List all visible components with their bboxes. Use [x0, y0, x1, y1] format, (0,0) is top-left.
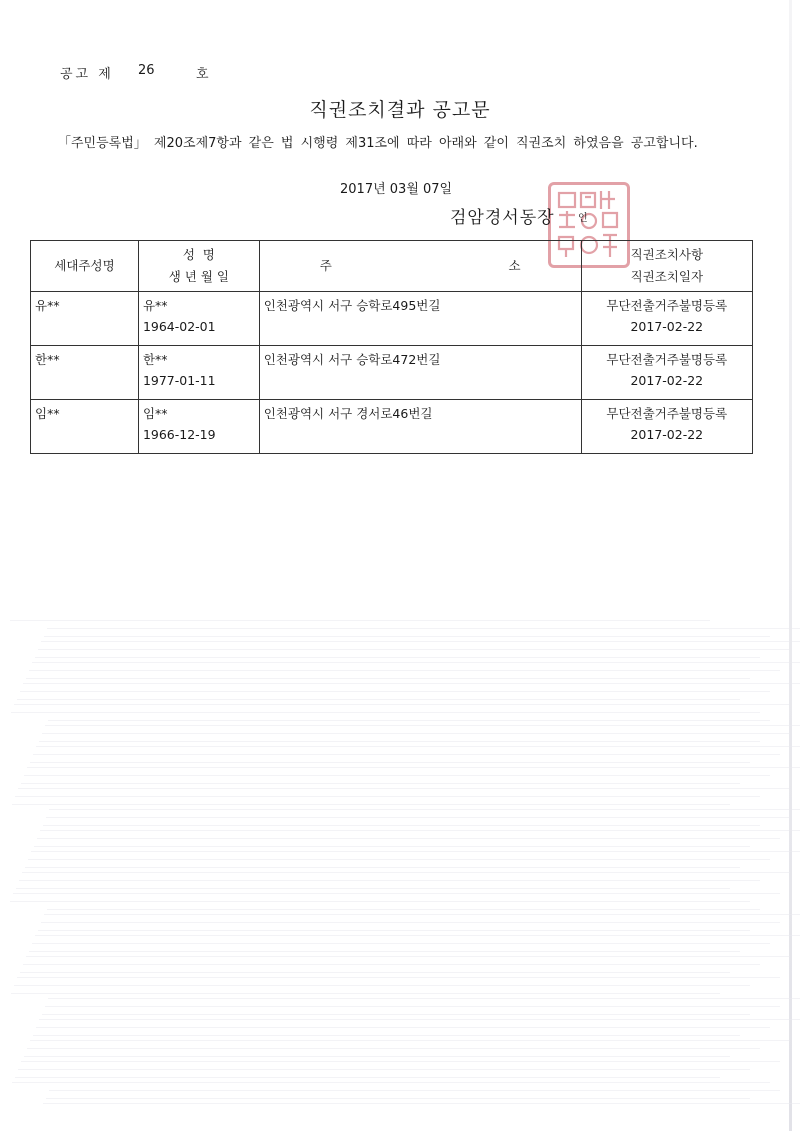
signer-name: 검암경서동장	[450, 208, 555, 228]
household-head: 유**	[35, 298, 60, 313]
scan-streak	[40, 830, 800, 831]
scan-streak	[22, 872, 790, 873]
scan-streak	[35, 657, 760, 658]
scan-streak	[38, 930, 750, 931]
scan-streak	[18, 1069, 750, 1070]
table-row	[31, 292, 753, 346]
notice-body: 「주민등록법」 제20조제7항과 같은 법 시행령 제31조에 따라 아래와 같이 직권조치 하였음을 공고합니다.	[58, 136, 698, 151]
action-date: 2017-02-22	[630, 319, 704, 334]
scan-streak	[12, 804, 730, 805]
address: 인천광역시 서구 경서로46번길	[263, 406, 433, 421]
birth-date: 1977-01-11	[142, 373, 216, 388]
scan-streak	[11, 712, 760, 713]
scan-streak	[36, 1027, 770, 1028]
scan-streak	[24, 1056, 730, 1057]
col-action-label: 직권조치사항	[630, 247, 704, 262]
action-type: 무단전출거주불명등록	[606, 298, 728, 313]
scan-streak	[25, 867, 740, 868]
table-row	[31, 346, 753, 400]
scan-streak	[26, 678, 750, 679]
scan-streak	[32, 662, 800, 663]
scan-streak	[10, 901, 750, 902]
scan-streak	[42, 733, 790, 734]
col-name-birth	[138, 241, 259, 292]
seal-mark: 인	[578, 213, 588, 224]
scan-streak	[17, 699, 740, 700]
notice-label: 공고 제	[60, 67, 114, 82]
scan-edge	[789, 0, 792, 1131]
scan-streak	[30, 1040, 790, 1041]
col-head-name-label: 세대주성명	[54, 258, 115, 273]
scan-streak	[29, 951, 740, 952]
scan-streak	[23, 683, 800, 684]
table-header-row	[31, 241, 753, 292]
scan-streak	[19, 880, 760, 881]
scan-streak	[15, 796, 760, 797]
birth-date: 1964-02-01	[142, 319, 216, 334]
scan-streak	[39, 1019, 800, 1020]
scan-streak	[12, 1082, 770, 1083]
scan-streak	[39, 741, 760, 742]
scan-streak	[41, 641, 800, 642]
household-head: 임**	[35, 406, 60, 421]
scan-streak	[45, 1006, 780, 1007]
scan-streak	[13, 893, 780, 894]
scan-streak	[41, 922, 780, 923]
scan-streak	[45, 725, 800, 726]
scan-streak	[20, 972, 730, 973]
scan-streak	[46, 817, 790, 818]
scan-streak	[38, 649, 790, 650]
scan-streak	[35, 935, 800, 936]
address: 인천광역시 서구 승학로472번길	[263, 352, 441, 367]
person-name: 한**	[142, 352, 168, 367]
scan-streak	[21, 1061, 780, 1062]
scan-streak	[20, 691, 770, 692]
scan-streak	[43, 1103, 800, 1104]
scan-streak	[36, 746, 800, 747]
scan-streak	[14, 704, 790, 705]
scan-streak	[14, 985, 750, 986]
col-birth-label: 생 년 월 일	[168, 269, 229, 284]
scan-streak	[43, 825, 760, 826]
scan-streak	[33, 754, 780, 755]
scan-streak	[47, 628, 800, 629]
notice-date: 2017년 03월 07일	[340, 182, 453, 197]
col-address-label-a: 주	[319, 258, 332, 273]
scan-streak	[10, 620, 710, 621]
col-name-label-a: 성	[182, 247, 195, 262]
scan-streak	[44, 636, 770, 637]
scan-streak	[17, 977, 780, 978]
scan-streak	[31, 851, 800, 852]
notice-suffix: 호	[196, 67, 209, 82]
scan-streak	[37, 838, 780, 839]
scan-streak	[48, 720, 770, 721]
person-name: 유**	[142, 298, 168, 313]
page-title: 직권조치결과 공고문	[309, 99, 491, 121]
scan-streak	[28, 859, 770, 860]
col-head-name	[31, 241, 139, 292]
table-row	[31, 400, 753, 454]
col-address	[259, 241, 581, 292]
scan-streak	[18, 788, 790, 789]
col-action-date-label: 직권조치일자	[630, 269, 704, 284]
scan-streak	[26, 956, 790, 957]
scan-streak	[16, 888, 730, 889]
action-type: 무단전출거주불명등록	[606, 406, 728, 421]
scan-streak	[44, 914, 800, 915]
scan-streak	[32, 943, 770, 944]
notice-number-value: 26	[138, 63, 155, 78]
address: 인천광역시 서구 승학로495번길	[263, 298, 441, 313]
scan-streak	[30, 762, 750, 763]
scan-streak	[46, 1098, 750, 1099]
scan-streak	[33, 1035, 740, 1036]
records-table	[30, 240, 753, 454]
scan-streak	[49, 809, 800, 810]
scan-streak	[24, 775, 770, 776]
scan-streak	[47, 909, 760, 910]
scan-streak	[23, 964, 760, 965]
scan-streak	[21, 783, 740, 784]
action-type: 무단전출거주불명등록	[606, 352, 728, 367]
scan-streak	[34, 846, 750, 847]
action-date: 2017-02-22	[630, 427, 704, 442]
scan-streak	[27, 767, 800, 768]
scan-streak	[29, 670, 780, 671]
scan-streak	[11, 993, 720, 994]
col-name-label-b: 명	[202, 247, 215, 262]
scan-streak	[42, 1014, 750, 1015]
scan-streak	[27, 1048, 760, 1049]
notice-number	[60, 63, 209, 82]
scan-streak	[15, 1077, 720, 1078]
action-date: 2017-02-22	[630, 373, 704, 388]
col-action	[581, 241, 752, 292]
household-head: 한**	[35, 352, 60, 367]
scan-streak	[49, 1090, 780, 1091]
birth-date: 1966-12-19	[142, 427, 216, 442]
scan-streak	[48, 998, 800, 999]
col-address-label-b: 소	[508, 258, 521, 273]
person-name: 임**	[142, 406, 168, 421]
